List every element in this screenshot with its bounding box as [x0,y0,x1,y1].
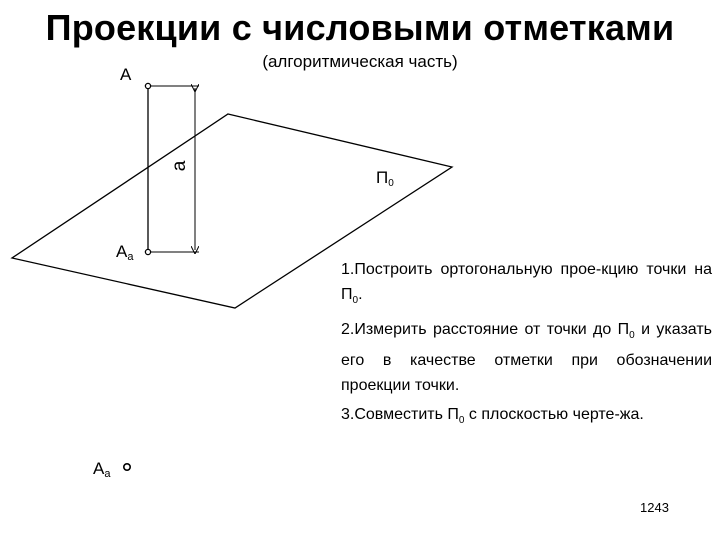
bottom-aa-label: Aa [93,459,111,480]
plane-p0-label: П0 [376,168,394,189]
step-1: 1.Построить ортогональную прое-кцию точки на $П_0$. [341,261,712,307]
algorithm-steps [341,257,712,438]
bottom-aa-marker [124,464,130,470]
step-2: 2.Измерить расстояние от точки до $П_0$ и указать его в качестве отметки при обозначении проекции точки. [341,321,712,395]
page-title: Проекции с числовыми отметками [45,7,675,48]
point-a-label: A [120,65,132,84]
point-aa-marker [145,249,150,254]
page-number: 1243 [640,500,669,515]
step-3: 3.Совместить $П_0$ с плоскостью черте-жа. [341,406,644,427]
projection-aa-label: Aa [116,242,134,263]
page-subtitle: (алгоритмическая часть) [262,52,458,71]
point-a-marker [145,83,150,88]
distance-label: a [169,160,190,172]
